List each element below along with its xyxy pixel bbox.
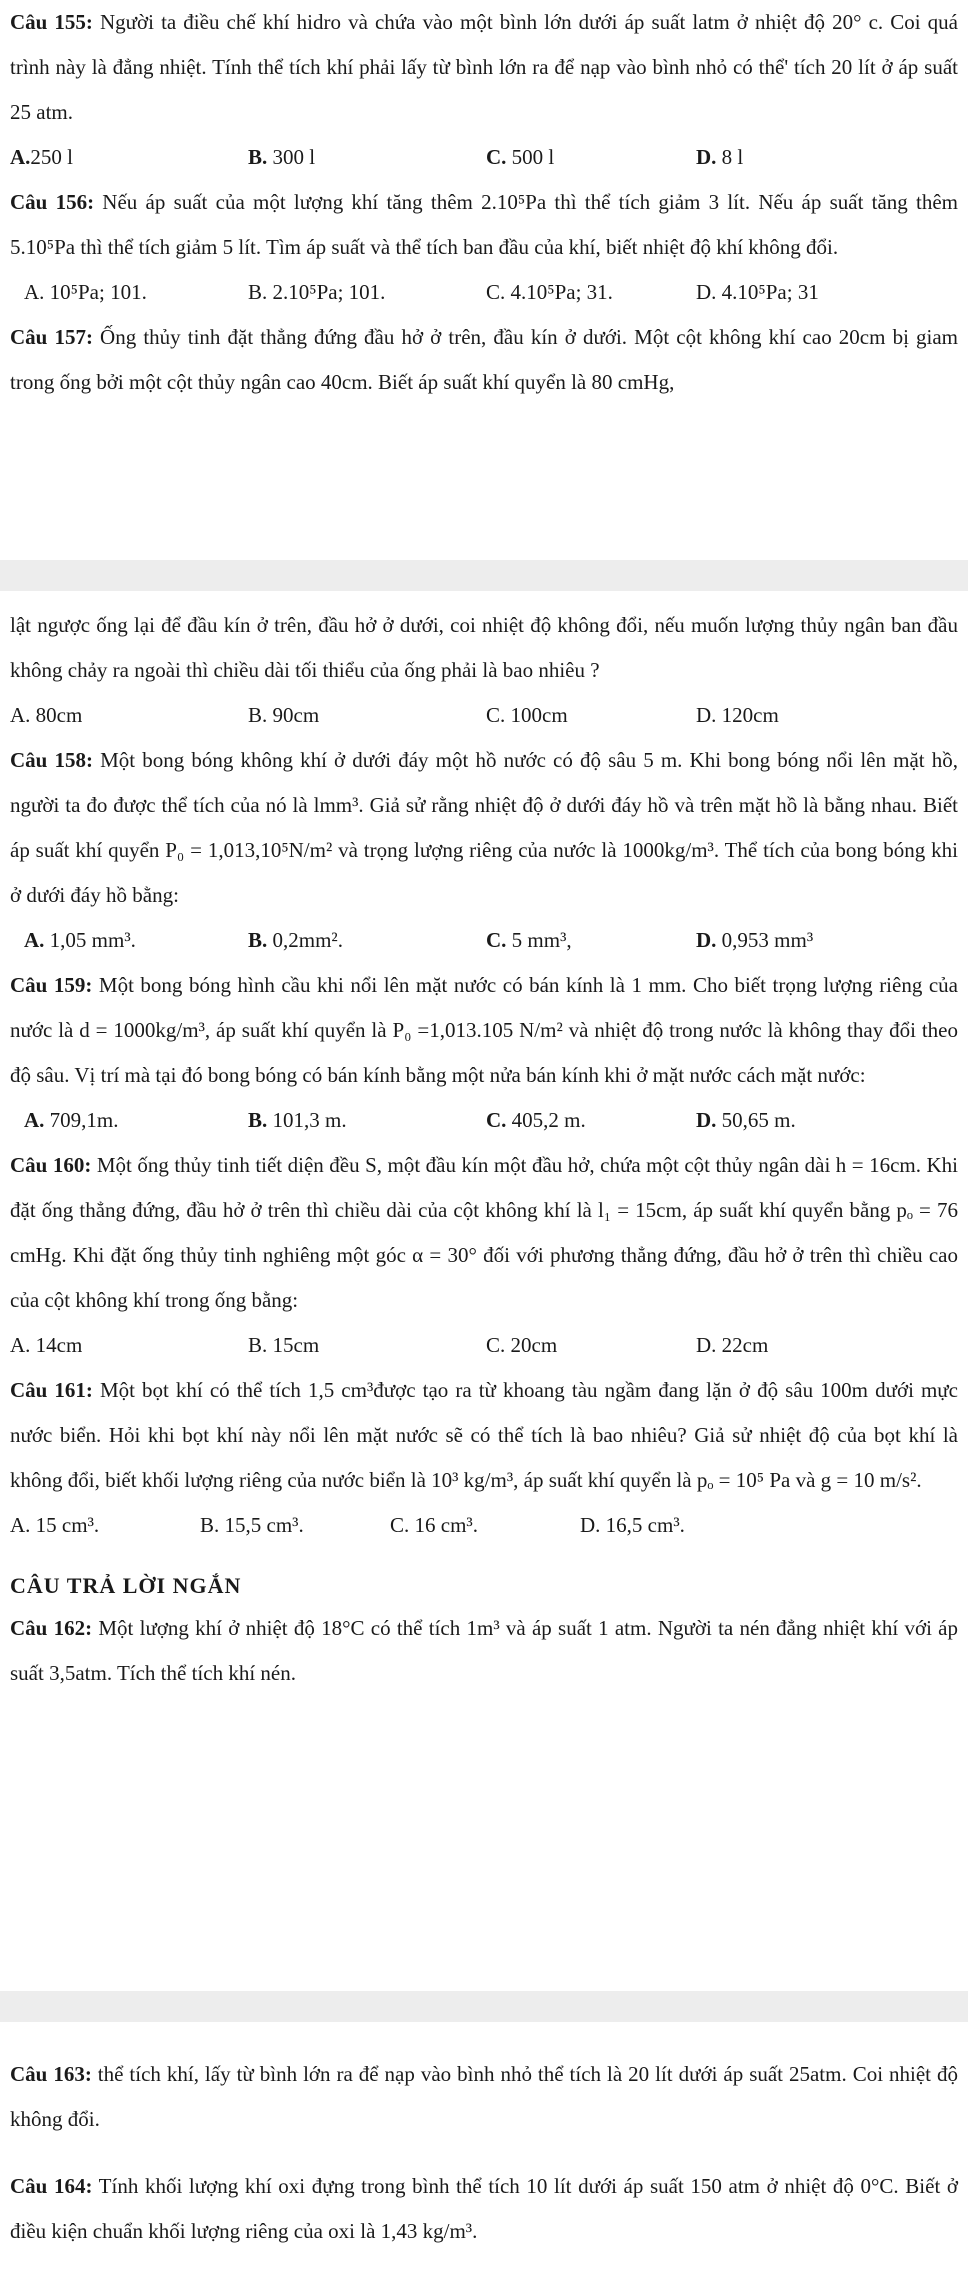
options-156 [10, 270, 958, 315]
option-a: A. 14cm [10, 1333, 83, 1357]
question-label: Câu 163: [10, 2062, 92, 2086]
question-160 [10, 1143, 958, 1323]
question-text: thể tích khí, lấy từ bình lớn ra để nạp vào bình nhỏ thể tích là 20 lít dưới áp suất 25atm. Coi nhiệt độ không đổi. [10, 2062, 958, 2131]
question-label: Câu 156: [10, 190, 95, 214]
option-b: B. 15cm [248, 1333, 320, 1357]
option-c: C. 16 cm³. [390, 1513, 478, 1537]
question-label: Câu 162: [10, 1616, 93, 1640]
option-c: C. 405,2 m. [486, 1108, 586, 1132]
question-157 [10, 315, 958, 405]
question-text: Nếu áp suất của một lượng khí tăng thêm 2.10⁵Pa thì thể tích giảm 3 lít. Nếu áp suất tăng thêm 5.10⁵Pa thì thể tích giảm 5 lít. Tìm áp suất và thể tích ban đầu của khí, biết nhiệt độ khí không đổi. [10, 190, 959, 259]
section-title-short-answer: CÂU TRẢ LỜI NGẮN [10, 1573, 242, 1598]
question-161 [10, 1368, 958, 1503]
option-b: B. 90cm [248, 703, 320, 727]
question-158 [10, 738, 958, 918]
option-d: D. 120cm [696, 703, 779, 727]
option-b: B. 300 l [248, 145, 316, 169]
option-b: B. 15,5 cm³. [200, 1513, 304, 1537]
question-text: Một lượng khí ở nhiệt độ 18°C có thể tích 1m³ và áp suất 1 atm. Người ta nén đẳng nhiệt khí với áp suất 3,5atm. Tích thể tích khí nén. [10, 1616, 958, 1685]
option-d: D. 50,65 m. [696, 1108, 796, 1132]
question-label: Câu 158: [10, 748, 93, 772]
question-157-continuation: lật ngược ống lại để đầu kín ở trên, đầu hở ở dưới, coi nhiệt độ không đổi, nếu muốn lượng thủy ngân ban đầu không chảy ra ngoài thì chiều dài tối thiểu của ống phải là bao nhiêu ? [10, 613, 958, 682]
page-3 [0, 2022, 968, 2290]
option-b: B. 2.10⁵Pa; 101. [248, 280, 386, 304]
options-159 [10, 1098, 958, 1143]
option-c: C. 500 l [486, 145, 555, 169]
options-157 [10, 693, 958, 738]
option-a: A. 709,1m. [24, 1108, 119, 1132]
option-b: B. 0,2mm². [248, 928, 343, 952]
question-text: Một bong bóng hình cầu khi nổi lên mặt nước có bán kính là 1 mm. Cho biết trọng lượng riêng của nước là d = 1000kg/m³, áp suất khí quyển là P₀ =1,013.105 N/m² và nhiệt độ trong nước là không thay đổi theo độ sâu. Vị trí mà tại đó bong bóng có bán kính bằng một nửa bán kính khi ở mặt nước cách mặt nước: [10, 973, 959, 1087]
option-d: D. 8 l [696, 145, 744, 169]
question-label: Câu 161: [10, 1378, 93, 1402]
option-c: C. 20cm [486, 1333, 558, 1357]
option-a: A. 1,05 mm³. [24, 928, 136, 952]
option-a: A. 80cm [10, 703, 83, 727]
options-160 [10, 1323, 958, 1368]
option-d: D. 0,953 mm³ [696, 928, 814, 952]
question-155 [10, 0, 958, 135]
question-text: Một bong bóng không khí ở dưới đáy một hồ nước có độ sâu 5 m. Khi bong bóng nổi lên mặt hồ, người ta đo được thể tích của nó là lmm³. Giả sử rằng nhiệt độ ở dưới đáy hồ và trên mặt hồ là bằng nhau. Biết áp suất khí quyển P₀ = 1,013,10⁵N/m² và trọng lượng riêng của nước là 1000kg/m³. Thể tích của bong bóng khi ở dưới đáy hồ bằng: [10, 748, 958, 907]
option-d: D. 4.10⁵Pa; 31 [696, 280, 819, 304]
question-text: Một bọt khí có thể tích 1,5 cm³được tạo ra từ khoang tàu ngầm đang lặn ở độ sâu 100m dưới mực nước biển. Hỏi khi bọt khí này nổi lên mặt nước sẽ có thể tích là bao nhiêu? Giả sử nhiệt độ của bọt khí là không đổi, biết khối lượng riêng của nước biển là 10³ kg/m³, áp suất khí quyển là pₒ = 10⁵ Pa và g = 10 m/s². [10, 1378, 959, 1492]
question-159 [10, 963, 958, 1098]
option-c: C. 4.10⁵Pa; 31. [486, 280, 613, 304]
options-158 [10, 918, 958, 963]
question-label: Câu 155: [10, 10, 93, 34]
question-163 [10, 2052, 958, 2142]
question-156 [10, 180, 958, 270]
options-161 [10, 1503, 958, 1548]
page-2 [0, 591, 968, 1991]
option-c: C. 100cm [486, 703, 568, 727]
question-label: Câu 160: [10, 1153, 92, 1177]
question-label: Câu 164: [10, 2174, 93, 2198]
option-a: A. 15 cm³. [10, 1513, 100, 1537]
option-c: C. 5 mm³, [486, 928, 572, 952]
question-text: Tính khối lượng khí oxi đựng trong bình thể tích 10 lít dưới áp suất 150 atm ở nhiệt độ 0°C. Biết ở điều kiện chuẩn khối lượng riêng của oxi là 1,43 kg/m³. [10, 2174, 958, 2243]
question-text: Người ta điều chế khí hidro và chứa vào một bình lớn dưới áp suất latm ở nhiệt độ 20° c. Coi quá trình này là đẳng nhiệt. Tính thể tích khí phải lấy từ bình lớn ra để nạp vào bình nhỏ có thể' tích 20 lít ở áp suất 25 atm. [10, 10, 958, 124]
option-d: D. 16,5 cm³. [580, 1513, 685, 1537]
question-text: Một ống thủy tinh tiết diện đều S, một đầu kín một đầu hở, chứa một cột thủy ngân dài h = 16cm. Khi đặt ống thẳng đứng, đầu hở ở trên thì chiều dài của cột không khí là l₁ = 15cm, áp suất khí quyển bằng pₒ = 76 cmHg. Khi đặt ống thủy tinh nghiêng một góc α = 30° đối với phương thẳng đứng, đầu hở ở trên thì chiều cao của cột không khí trong ống bằng: [10, 1153, 958, 1312]
page-1 [0, 0, 968, 560]
page-separator [0, 1991, 968, 2022]
question-text: Ống thủy tinh đặt thẳng đứng đầu hở ở trên, đầu kín ở dưới. Một cột không khí cao 20cm bị giam trong ống bởi một cột thủy ngân cao 40cm. Biết áp suất khí quyển là 80 cmHg, [10, 325, 958, 394]
question-label: Câu 157: [10, 325, 93, 349]
option-d: D. 22cm [696, 1333, 769, 1357]
options-155 [10, 135, 958, 180]
page-separator [0, 560, 968, 591]
question-label: Câu 159: [10, 973, 93, 997]
question-164 [10, 2164, 958, 2254]
option-a: A.250 l [10, 145, 74, 169]
option-b: B. 101,3 m. [248, 1108, 347, 1132]
question-162 [10, 1606, 958, 1696]
option-a: A. 10⁵Pa; 101. [24, 280, 147, 304]
